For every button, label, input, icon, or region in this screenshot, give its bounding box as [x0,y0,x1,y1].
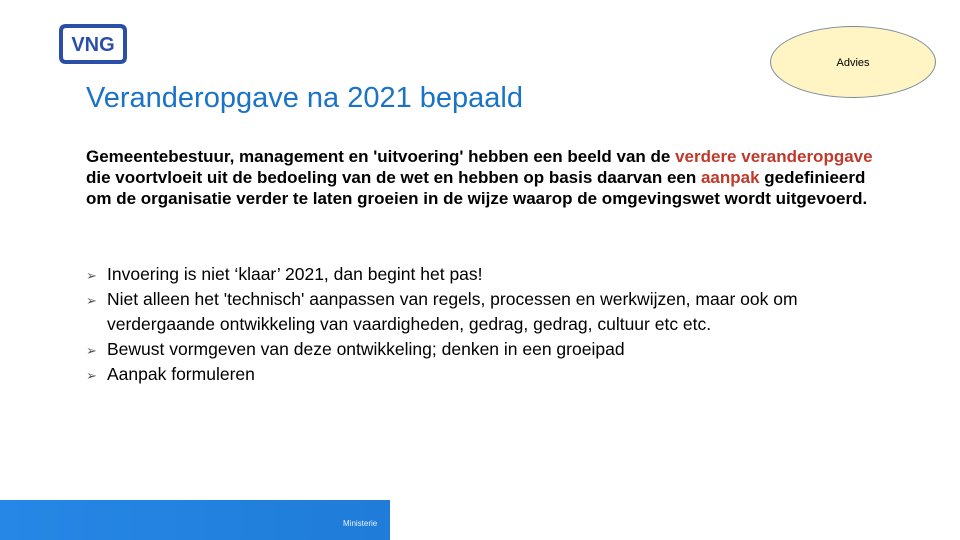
footer-text: Ministerie [343,519,378,528]
bullet-text: Niet alleen het 'technisch' aanpassen van regels, processen en werkwijzen, maar ook om verdergaande ontwikkeling van vaardigheden, gedrag, gedrag, cultuur etc etc. [107,289,798,334]
list-item [86,362,886,387]
bullet-text: Bewust vormgeven van deze ontwikkeling; denken in een groeipad [107,339,625,359]
svg-text:VNG: VNG [71,34,115,56]
bullet-text: Invoering is niet ‘klaar’ 2021, dan begint het pas! [107,264,483,284]
arrow-bullet-icon: ➢ [86,268,97,283]
bullet-list [86,262,886,387]
arrow-bullet-icon: ➢ [86,368,97,383]
badge-label: Advies [836,57,870,69]
highlight-aanpak: aanpak [700,168,760,187]
intro-text-1: Gemeentebestuur, management en 'uitvoering' hebben een beeld van de [86,147,676,166]
list-item [86,287,886,337]
intro-text-3: gedefinieerd om de organisatie verder te laten groeien in de wijze waarop de omgevingswet wordt uitgevoerd. [86,168,868,208]
intro-text-2: die voortvloeit uit de bedoeling van de wet en hebben op basis daarvan een [86,168,701,187]
arrow-bullet-icon: ➢ [86,343,97,358]
arrow-bullet-icon: ➢ [86,293,97,308]
list-item [86,337,886,362]
highlight-veranderopgave: verdere veranderopgave [675,147,873,166]
slide-title: Veranderopgave na 2021 bepaald [86,82,523,114]
advies-badge [770,26,936,98]
bullet-text: Aanpak formuleren [107,364,255,384]
list-item [86,262,886,287]
vng-logo [58,20,128,66]
footer-band [0,500,390,540]
intro-paragraph [86,146,876,209]
